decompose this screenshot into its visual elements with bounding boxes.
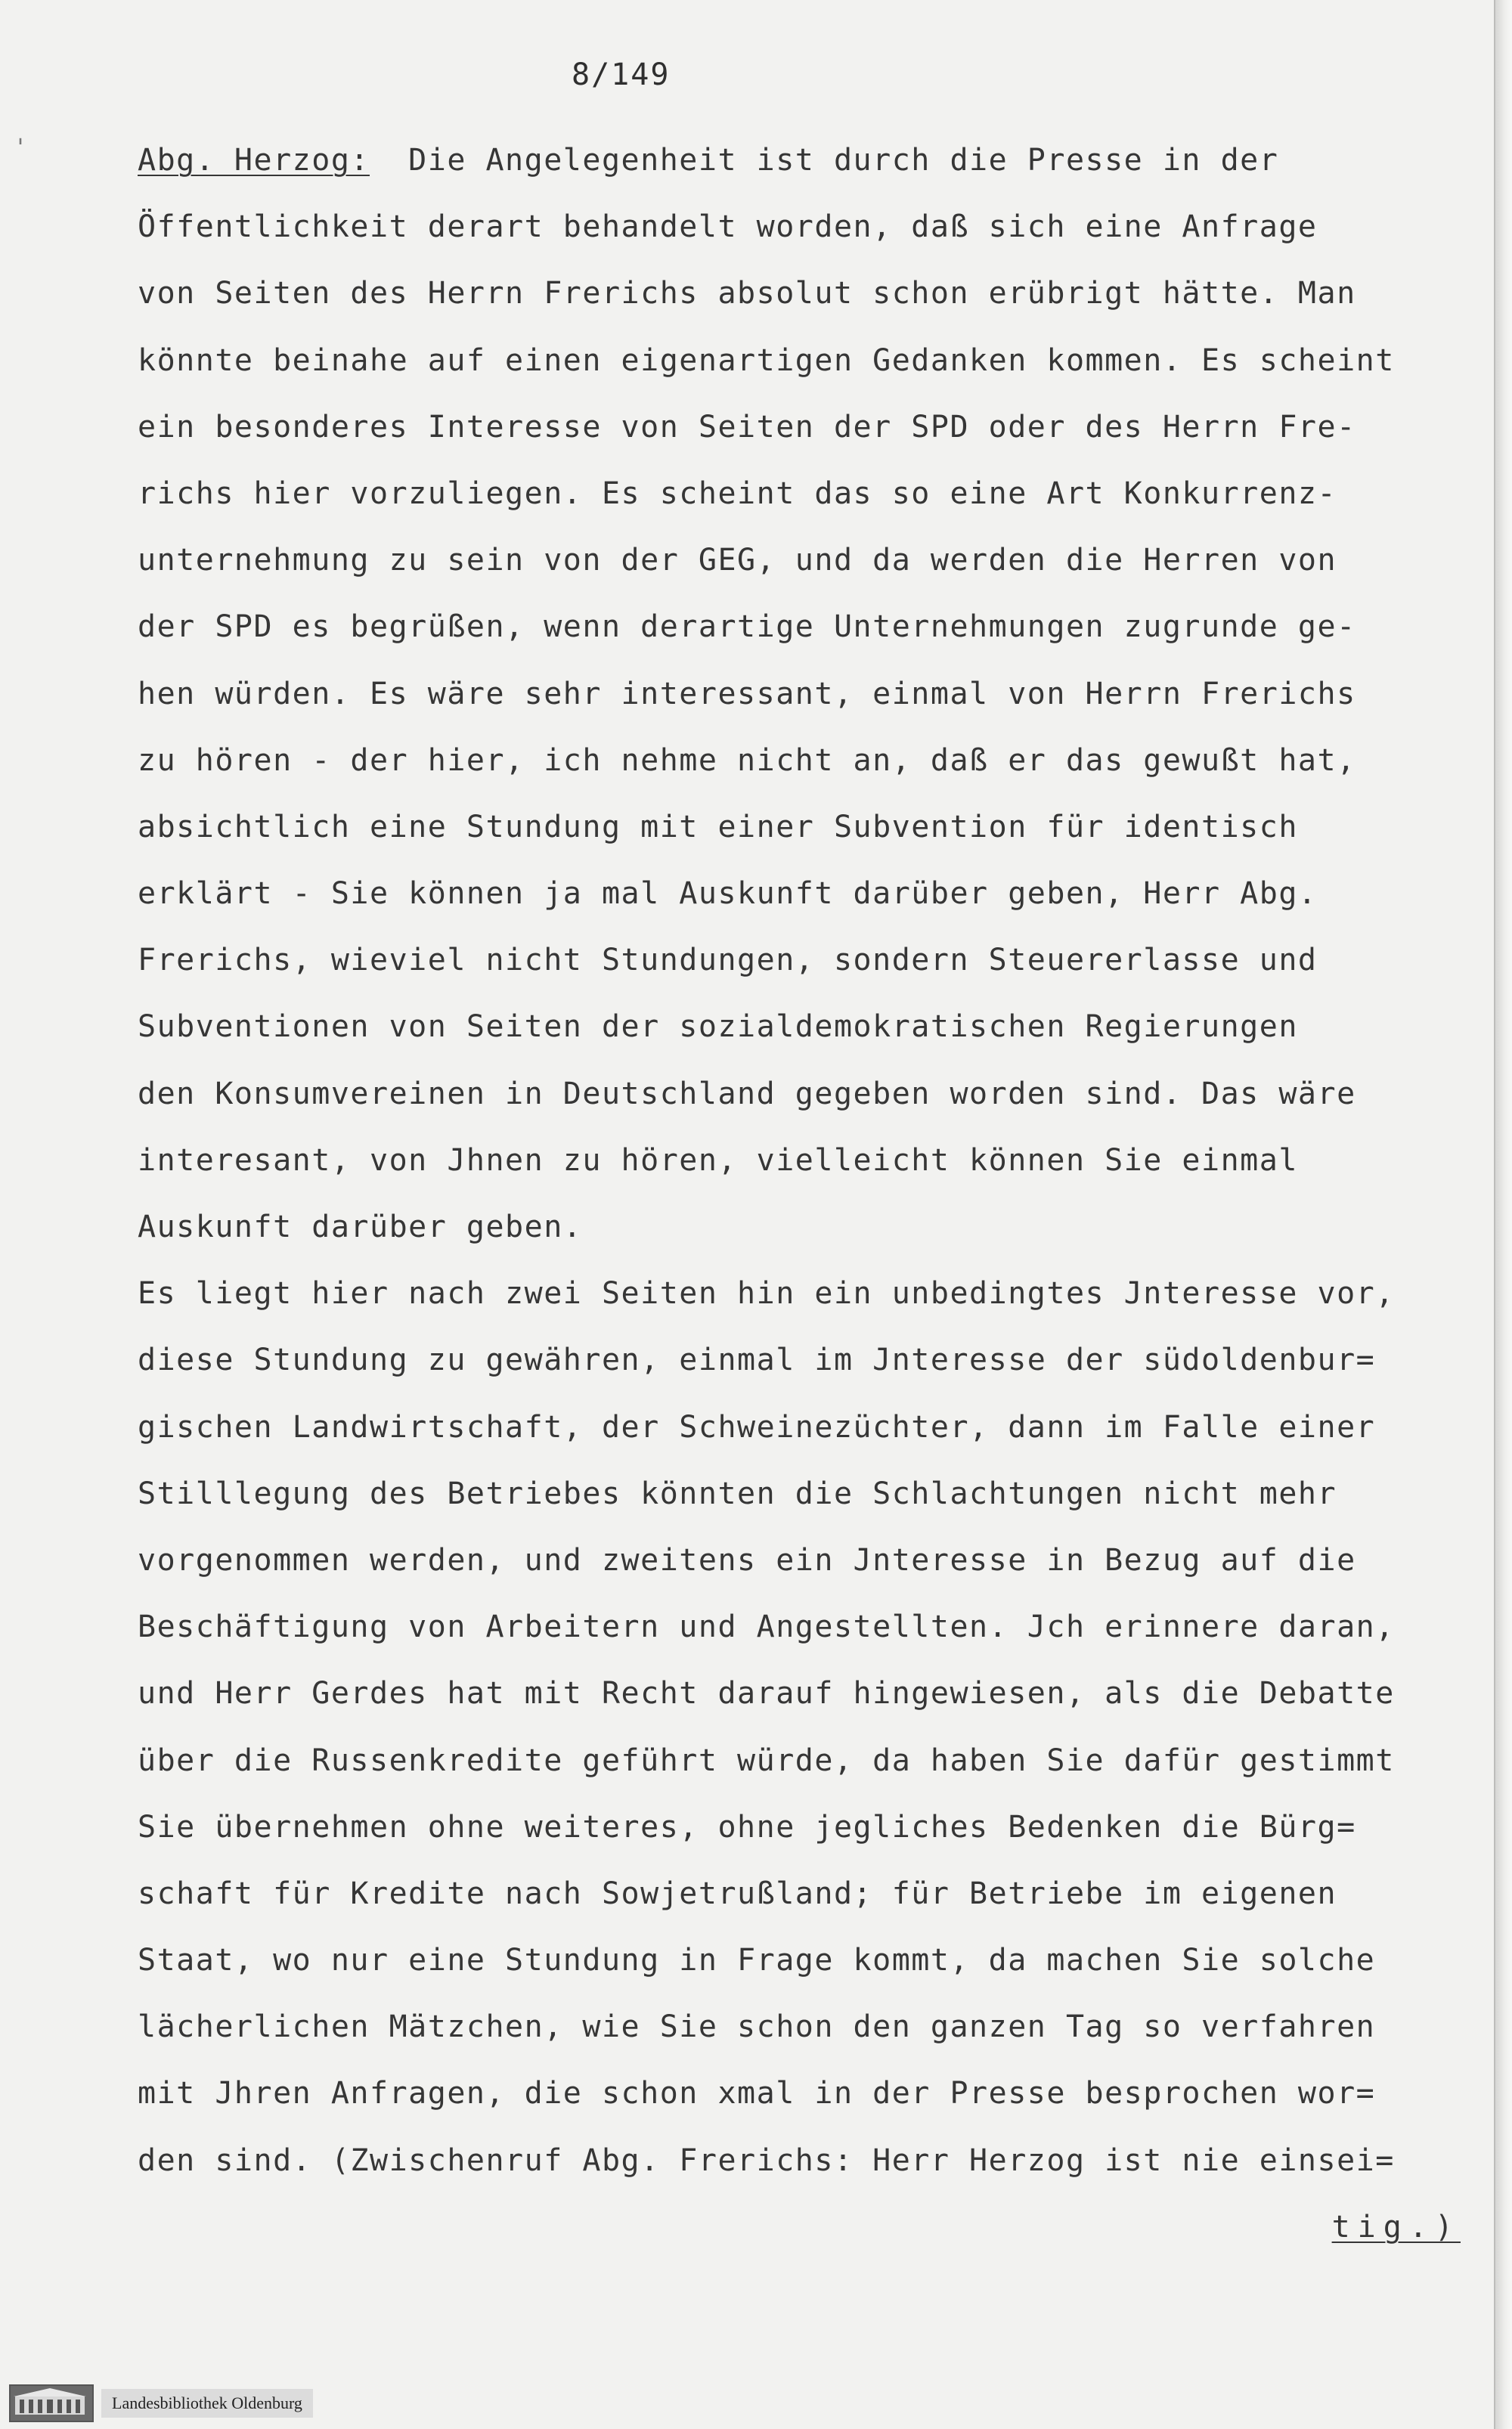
text-line: unternehmung zu sein von der GEG, und da werden die Herren von [138, 543, 1337, 578]
text-line: und Herr Gerdes hat mit Recht darauf hingewiesen, als die Debatte [138, 1676, 1395, 1712]
text-line: absichtlich eine Stundung mit einer Subvention für identisch [138, 809, 1298, 844]
text-line: ein besonderes Interesse von Seiten der SPD oder des Herrn Fre- [138, 409, 1356, 445]
speaker-label: Abg. Herzog: [138, 143, 370, 178]
final-fragment-text: tig.) [1331, 2209, 1461, 2245]
text-line: diese Stundung zu gewähren, einmal im Jnteresse der südoldenbur= [138, 1343, 1376, 1378]
first-line-text: Die Angelegenheit ist durch die Presse in der [369, 143, 1279, 178]
text-line: lächerlichen Mätzchen, wie Sie schon den ganzen Tag so verfahren [138, 2009, 1376, 2045]
final-fragment [138, 2194, 1491, 2260]
text-line: mit Jhren Anfragen, die schon xmal in der Presse besprochen wor= [138, 2076, 1376, 2111]
text-line: Auskunft darüber geben. [138, 1210, 583, 1244]
library-name: Landesbibliothek Oldenburg [101, 2389, 313, 2418]
text-line: Beschäftigung von Arbeitern und Angestellten. Jch erinnere daran, [138, 1610, 1395, 1645]
text-line: Frerichs, wieviel nicht Stundungen, sondern Steuererlasse und [138, 943, 1318, 978]
text-line: den sind. (Zwischenruf Abg. Frerichs: Herr Herzog ist nie einsei= [138, 2142, 1395, 2178]
library-footer [9, 2384, 313, 2423]
typewritten-text [138, 127, 1491, 2260]
text-line: Stilllegung des Betriebes könnten die Schlachtungen nicht mehr [138, 1476, 1337, 1511]
text-line: über die Russenkredite geführt würde, da haben Sie dafür gestimmt [138, 1743, 1395, 1778]
page-edge [1494, 0, 1512, 2429]
text-line: schaft für Kredite nach Sowjetrußland; für Betriebe im eigenen [138, 1876, 1337, 1911]
text-line: Sie übernehmen ohne weiteres, ohne jegliches Bedenken die Bürg= [138, 1809, 1356, 1845]
text-line: Staat, wo nur eine Stundung in Frage kommt, da machen Sie solche [138, 1943, 1376, 1978]
text-line: zu hören - der hier, ich nehme nicht an, daß er das gewußt hat, [138, 742, 1356, 778]
text-line: Es liegt hier nach zwei Seiten hin ein unbedingtes Jnteresse vor, [138, 1276, 1395, 1312]
text-line [138, 127, 1491, 194]
text-line: könnte beinahe auf einen eigenartigen Gedanken kommen. Es scheint [138, 342, 1395, 378]
text-line: erklärt - Sie können ja mal Auskunft darüber geben, Herr Abg. [138, 876, 1318, 912]
text-line: vorgenommen werden, und zweitens ein Jnteresse in Bezug auf die [138, 1542, 1356, 1578]
text-line: Subventionen von Seiten der sozialdemokratischen Regierungen [138, 1009, 1298, 1045]
margin-mark: ' [14, 135, 28, 161]
text-line: den Konsumvereinen in Deutschland gegeben worden sind. Das wäre [138, 1076, 1356, 1111]
library-building-icon [9, 2384, 94, 2422]
text-line: von Seiten des Herrn Frerichs absolut schon erübrigt hätte. Man [138, 276, 1356, 311]
text-line: hen würden. Es wäre sehr interessant, einmal von Herrn Frerichs [138, 676, 1356, 711]
text-line: interesant, von Jhnen zu hören, vielleicht können Sie einmal [138, 1142, 1298, 1178]
text-line: Öffentlichkeit derart behandelt worden, daß sich eine Anfrage [138, 209, 1318, 245]
page-number: 8/149 [572, 57, 671, 92]
text-line: gischen Landwirtschaft, der Schweinezüchter, dann im Falle einer [138, 1409, 1376, 1445]
text-line: richs hier vorzuliegen. Es scheint das so eine Art Konkurrenz- [138, 476, 1337, 511]
text-line: der SPD es begrüßen, wenn derartige Unternehmungen zugrunde ge- [138, 609, 1356, 645]
